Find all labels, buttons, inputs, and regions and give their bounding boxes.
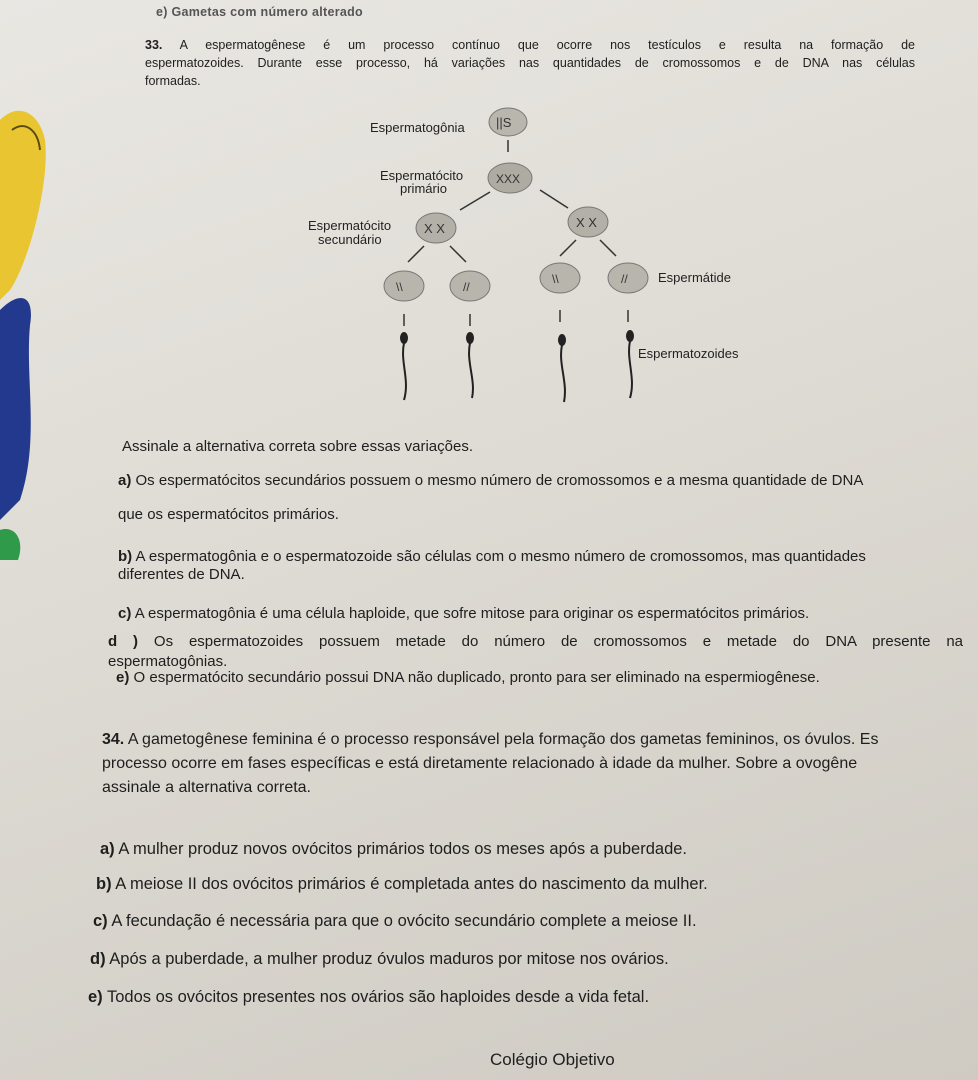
spermatozoon-3: [559, 335, 565, 345]
arrow-2b: [540, 190, 568, 208]
label-primary-1: Espermatócito: [380, 168, 464, 183]
spermatid-3: [540, 263, 580, 293]
spermatid-2-chr: //: [463, 280, 470, 294]
q33-d-text1: Os espermatozoides possuem metade do número de cromossomos e metade do DNA presente na: [153, 633, 964, 650]
spermatid-1-chr: \\: [396, 280, 403, 294]
spermatid-2: [450, 271, 490, 301]
q34-d-letter: d): [90, 950, 106, 968]
q33-a-text1: Os espermatócitos secundários possuem o mesmo número de cromossomos e a mesma quantidade de DNA: [135, 472, 864, 489]
chromosomes-xx-2: X X: [576, 215, 597, 230]
edge-stickers: [0, 60, 70, 560]
q34-c-letter: c): [93, 912, 108, 930]
q33-line3: formadas.: [145, 74, 201, 88]
spermatozoon-4: [627, 331, 633, 341]
q34-e-letter: e): [88, 988, 103, 1006]
spermatid-4: [608, 263, 648, 293]
q34-c-text: A fecundação é necessária para que o ovócito secundário complete a meiose II.: [111, 912, 697, 930]
arrow-2a: [460, 192, 490, 210]
q33-b-text1: A espermatogônia e o espermatozoide são células com o mesmo número de cromossomos, mas quantidades: [135, 548, 866, 565]
q33-b-letter: b): [118, 548, 133, 565]
tail-2: [469, 343, 473, 398]
footer-school: Colégio Objetivo: [490, 1050, 615, 1069]
arrow-3d: [600, 240, 616, 256]
arrow-3a: [408, 246, 424, 262]
q33-e-letter: e): [116, 669, 130, 686]
label-primary-2: primário: [400, 181, 447, 196]
spermatid-4-chr: //: [621, 272, 628, 286]
q34-b-text: A meiose II dos ovócitos primários é completada antes do nascimento da mulher.: [115, 875, 708, 893]
q34-statement: [102, 728, 878, 800]
q33-d-letter: d ): [108, 633, 139, 650]
q33-line2: espermatozoides. Durante esse processo, há variações nas quantidades de cromossomos e de DNA nas células: [145, 56, 915, 70]
arrow-3c: [560, 240, 576, 256]
q33-d-text2: espermatogônias.: [108, 653, 228, 670]
q34-a-text: A mulher produz novos ovócitos primários todos os meses após a puberdade.: [118, 840, 688, 858]
q34-line3: assinale a alternativa correta.: [102, 779, 311, 796]
tail-1: [403, 343, 406, 400]
spermatozoa-group: [401, 331, 633, 402]
spermatozoon-2: [467, 333, 473, 343]
q34-d-text: Após a puberdade, a mulher produz óvulos maduros por mitose nos ovários.: [109, 950, 669, 968]
q34-line2: processo ocorre em fases específicas e está diretamente relacionado à idade da mulher. Sobre a ovogêne: [102, 755, 858, 772]
chromosomes-duplicated: XXX: [496, 172, 521, 186]
spermatid-3-chr: \\: [552, 272, 559, 286]
q33-b-text2: diferentes de DNA.: [118, 566, 245, 583]
prev-option-text: e) Gametas com número alterado: [156, 5, 363, 19]
tail-4: [629, 341, 632, 398]
q33-c-text1: A espermatogônia é uma célula haploide, que sofre mitose para originar os espermatócitos primários.: [134, 605, 810, 622]
q33-prompt: Assinale a alternativa correta sobre essas variações.: [122, 438, 474, 455]
q34-number: 34.: [102, 731, 125, 748]
q33-c-letter: c): [118, 605, 132, 622]
tail-3: [561, 345, 565, 402]
spermatogenesis-diagram: [300, 100, 780, 410]
spermatozoon-1: [401, 333, 407, 343]
q34-a-letter: a): [100, 840, 115, 858]
label-spermatozoa: Espermatozoides: [638, 346, 739, 361]
q33-statement: [145, 36, 915, 90]
chromosomes-2n: ||S: [496, 115, 512, 130]
q33-line1: A espermatogênese é um processo contínuo que ocorre nos testículos e resulta na formação de: [179, 38, 915, 52]
spermatid-1: [384, 271, 424, 301]
arrow-3b: [450, 246, 466, 262]
label-secondary-1: Espermatócito: [308, 218, 392, 233]
q33-a-letter: a): [118, 472, 132, 489]
chromosomes-xx-1: X X: [424, 221, 445, 236]
q33-a-text2: que os espermatócitos primários.: [118, 506, 339, 523]
q34-e-text: Todos os ovócitos presentes nos ovários são haploides desde a vida fetal.: [106, 988, 650, 1006]
label-spermatogonia: Espermatogônia: [370, 120, 465, 135]
label-spermatid: Espermátide: [658, 270, 731, 285]
label-secondary-2: secundário: [318, 232, 382, 247]
q34-line1: A gametogênese feminina é o processo responsável pela formação dos gametas femininos, os óvulos. Es: [127, 731, 879, 748]
q34-b-letter: b): [96, 875, 112, 893]
q33-e-text1: O espermatócito secundário possui DNA não duplicado, pronto para ser eliminado na espermiogênese.: [133, 669, 820, 686]
q33-number: 33.: [145, 38, 163, 52]
